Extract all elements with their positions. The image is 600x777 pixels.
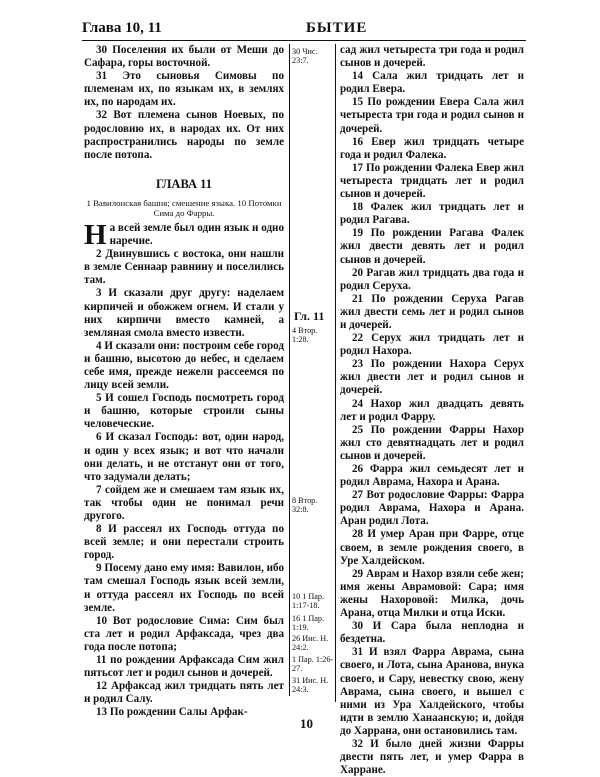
first-verse-text: а всей земле был один язык и одно наречие. — [109, 221, 284, 248]
chapter-summary: 1 Вавилонская башня; смешение языка. 10 Потомки Сима до Фарры. — [86, 197, 282, 218]
verse: 31 И взял Фарра Аврама, сына своего, и Лота, сына Аранова, внука своего, и Сару, невестку свою, жену Аврама, сына своего, и вышел с ними из Ура Халдейского, чтобы идти в землю Ханаанскую; и, дойдя до Харрана, они остановились там. — [340, 646, 524, 737]
verse: 30 И Сара была неплодна и бездетна. — [340, 620, 524, 646]
right-column — [340, 44, 524, 777]
chapter-margin-label: Гл. 11 — [294, 309, 325, 323]
verse: 3 И сказали друг другу: наделаем кирпичей и обожжем огнем. И стали у них кирпичи вместо камней, а земляная смола вместо извести. — [84, 287, 284, 339]
verse: 5 И сошел Господь посмотреть город и башню, которые строили сыны человеческие. — [84, 392, 284, 431]
verse: 9 Посему дано ему имя: Вавилон, ибо там смешал Господь язык всей земли, и оттуда рассеял их Господь по всей земле. — [84, 562, 284, 614]
running-head-book: БЫТИЕ — [306, 20, 368, 36]
cross-reference: 26 Иис. Н. 24:2. — [292, 634, 329, 652]
verse: 23 По рождении Нахора Серух жил двести лет и родил сынов и дочерей. — [340, 358, 524, 397]
verse: 6 И сказал Господь: вот, один народ, и один у всех язык; и вот что начали они делать, и не отстанут они от того, что задумали делать; — [84, 431, 284, 483]
drop-cap: Н — [84, 218, 107, 251]
verse: 32 И было дней жизни Фарры двести пять лет, и умер Фарра в Харране. — [340, 737, 524, 777]
verse: 10 Вот родословие Сима: Сим был ста лет и родил Арфаксада, чрез два года после потопа; — [84, 614, 284, 653]
verse: сад жил четыреста три года и родил сынов и дочерей. — [340, 44, 524, 70]
cross-reference: 4 Втор. 1:28. — [292, 326, 318, 344]
verse: 31 Это сыновья Симовы по племенам их, по языкам их, в землях их, по народам их. — [84, 70, 284, 109]
cross-reference: 8 Втор. 32:8. — [292, 496, 318, 514]
cross-reference: 30 Чис. 23:7. — [292, 47, 318, 65]
column-rule-right — [335, 44, 336, 702]
verse: 27 Вот родословие Фарры: Фарра родил Аврама, Нахора и Арана. Аран родил Лота. — [340, 489, 524, 528]
page-number: 10 — [300, 716, 313, 731]
verse: 12 Арфаксад жил тридцать пять лет и родил Салу. — [84, 680, 284, 706]
verse: 11 по рождении Арфаксада Сим жил пятьсот лет и родил сынов и дочерей. — [84, 654, 284, 680]
cross-reference: 16 1 Пар. 1:19. — [292, 614, 325, 632]
verse: 20 Рагав жил тридцать два года и родил Серуха. — [340, 266, 524, 292]
verse: 32 Вот племена сынов Ноевых, по родословию их, в народах их. От них распространились народы по земле после потопа. — [84, 109, 284, 161]
verse: 13 По рождении Салы Арфак- — [96, 706, 248, 719]
verse: 22 Серух жил тридцать лет и родил Нахора. — [340, 332, 524, 358]
left-column — [84, 44, 284, 720]
cross-reference: 31 Иис. Н. 24:3. — [292, 676, 329, 694]
verse: 7 сойдем же и смешаем там язык их, так чтобы один не понимал речи другого. — [84, 483, 284, 522]
verse: 21 По рождении Серуха Рагав жил двести семь лет и родил сынов и дочерей. — [340, 292, 524, 331]
verse: 19 По рождении Рагава Фалек жил двести девять лет и родил сынов и дочерей. — [340, 227, 524, 266]
chapter-heading: ГЛАВА 11 — [156, 176, 212, 191]
verse: 26 Фарра жил семьдесят лет и родил Аврама, Нахора и Арана. — [340, 463, 524, 489]
first-verse — [84, 218, 284, 251]
verse: 4 И сказали они: построим себе город и башню, высотою до небес, и сделаем себе имя, прежде нежели рассеемся по лицу всей земли. — [84, 339, 284, 392]
verse: 14 Сала жил тридцать лет и родил Евера. — [340, 70, 524, 96]
header-rule — [82, 40, 526, 41]
verse: 18 Фалек жил тридцать лет и родил Рагава. — [340, 201, 524, 227]
verse: 8 И рассеял их Господь оттуда по всей земле; и они перестали строить город. — [84, 523, 284, 562]
running-head-chapter: Глава 10, 11 — [82, 20, 162, 36]
verse: 16 Евер жил тридцать четыре года и родил Фалека. — [340, 135, 524, 161]
verse: 29 Аврам и Нахор взяли себе жен; имя жены Аврамовой: Сара; имя жены Нахоровой: Милка, дочь Арана, отца Милки и отца Иски. — [340, 567, 524, 620]
cross-reference: 10 1 Пар. 1:17-18. — [292, 592, 325, 610]
verse: 25 По рождении Фарры Нахор жил сто девятнадцать лет и родил сынов и дочерей. — [340, 423, 524, 462]
verse: 15 По рождении Евера Сала жил четыреста три года и родил сынов и дочерей. — [340, 96, 524, 135]
verse: 17 По рождении Фалека Евер жил четыреста тридцать лет и родил сынов и дочерей. — [340, 161, 524, 201]
column-rule-left — [289, 44, 290, 696]
cross-reference: 1 Пар. 1:26-27. — [292, 655, 334, 673]
verse: 2 Двинувшись с востока, они нашли в земле Сеннаар равнину и поселились там. — [84, 248, 284, 287]
verse: 24 Нахор жил двадцать девять лет и родил Фарру. — [340, 397, 524, 423]
verse: 30 Поселения их были от Меши до Сафара, горы восточной. — [84, 44, 284, 70]
verse: 28 И умер Аран при Фарре, отце своем, в земле рождения своего, в Уре Халдейском. — [340, 528, 524, 567]
